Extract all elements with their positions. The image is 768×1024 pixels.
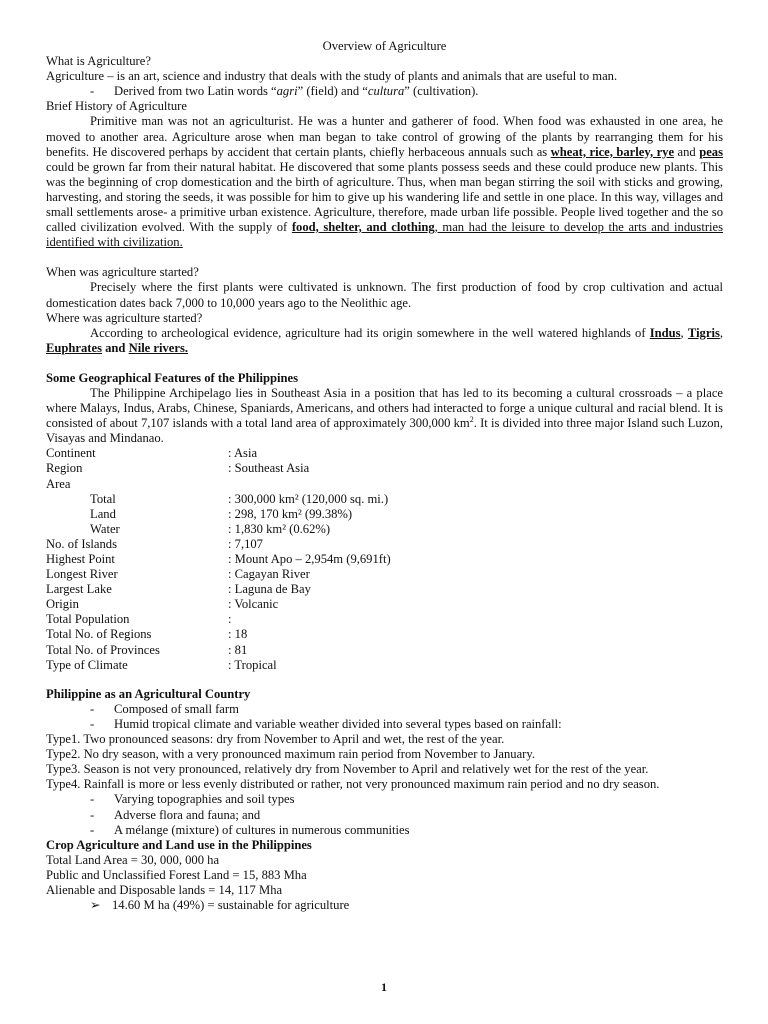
fact-value: : 298, 170 km² (99.38%) <box>228 506 353 521</box>
fact-row <box>46 582 723 597</box>
fact-value: : 7,107 <box>228 536 263 551</box>
fact-row <box>46 597 723 612</box>
fact-value: : Tropical <box>228 657 277 672</box>
climate-type: Type1. Two pronounced seasons: dry from November to April and wet, the rest of the year. <box>46 732 505 747</box>
question-when: When was agriculture started? <box>46 265 199 280</box>
fact-label: Water <box>90 521 120 536</box>
fact-value: : Volcanic <box>228 597 279 612</box>
peas-term: peas <box>699 144 723 159</box>
river-tigris: Tigris <box>687 325 720 340</box>
crops-list: wheat, rice, barley, rye <box>550 144 675 159</box>
brief-history-heading: Brief History of Agriculture <box>46 99 187 114</box>
dash-list-item: - Humid tropical climate and variable weather divided into several types based on rainfall: <box>90 716 562 731</box>
facts-table <box>46 446 723 672</box>
fact-label: Continent <box>46 446 96 461</box>
fact-row <box>46 643 723 658</box>
dash-list-item: - Adverse flora and fauna; and <box>90 807 261 822</box>
fact-row <box>46 537 723 552</box>
dash-list-item: - A mélange (mixture) of cultures in numerous communities <box>90 822 410 837</box>
fact-row <box>46 567 723 582</box>
fact-value: : Mount Apo – 2,954m (9,691ft) <box>228 552 391 566</box>
fact-label: Land <box>90 506 116 521</box>
dash-marker: - <box>90 792 95 807</box>
fact-label: Region <box>46 461 83 476</box>
fact-value: : 1,830 km² (0.62%) <box>228 521 331 536</box>
dash-list-item: - Composed of small farm <box>90 701 239 716</box>
geo-paragraph: The Philippine Archipelago lies in Southeast Asia in a position that has led to its becoming a cultural crossroads – a place where Malays, Indus, Arabs, Chinese, Spaniards, Americans, and others had interacted to forge a unique cultural and racial blend. It is consisted of about 7,107 islands with a total land area of approximately 300,000 $km^2$. It is divided into three major Island such Luzon, Visayas and Mindanao. <box>46 385 723 446</box>
river-euphrates: Euphrates <box>46 340 102 355</box>
fact-label: Total <box>90 491 116 506</box>
arrow-item: ➢ 14.60 M ha (49%) = sustainable for agriculture <box>90 898 350 913</box>
fact-value: : 300,000 km² (120,000 sq. mi.) <box>228 491 389 506</box>
climate-type: Type3. Season is not very pronounced, relatively dry from November to April and relatively wet for the rest of the year. <box>46 762 649 777</box>
fact-row <box>46 658 723 673</box>
fact-value: : Southeast Asia <box>228 461 310 476</box>
land-use-line: Alienable and Disposable lands = 14, 117 Mha <box>46 882 283 897</box>
agri-country-heading: Philippine as an Agricultural Country <box>46 686 251 701</box>
dash-marker: - <box>90 84 95 99</box>
climate-type: Type4. Rainfall is more or less evenly distributed or rather, not very pronounced maximum rain period and no dry season. <box>46 777 660 792</box>
fact-row <box>46 522 723 537</box>
river-indus: Indus <box>649 325 681 340</box>
fact-label: Total No. of Provinces <box>46 642 160 657</box>
fact-row <box>46 627 723 642</box>
land-use-line: Total Land Area = 30, 000, 000 ha <box>46 852 220 867</box>
crop-heading: Crop Agriculture and Land use in the Philippines <box>46 837 312 852</box>
derived-item: - Derived from two Latin words “agri” (field) and “cultura” (cultivation). <box>90 84 479 99</box>
document-page <box>46 39 723 913</box>
dash-marker: - <box>90 822 95 837</box>
dash-marker: - <box>90 807 95 822</box>
fact-value: : Asia <box>228 446 258 461</box>
fact-row <box>46 612 723 627</box>
fact-label: Highest Point <box>46 552 115 566</box>
agri-country-list-b <box>46 792 723 837</box>
document-title: Overview of Agriculture <box>322 39 447 53</box>
dash-marker: - <box>90 701 95 716</box>
geo-heading: Some Geographical Features of the Philippines <box>46 370 298 385</box>
definition-paragraph: Agriculture – is an art, science and industry that deals with the study of plants and animals that are useful to man. <box>46 69 618 84</box>
fact-label: Total Population <box>46 612 130 627</box>
fact-row <box>46 446 723 461</box>
fact-label: No. of Islands <box>46 536 118 551</box>
dash-marker: - <box>90 716 95 731</box>
when-paragraph: Precisely where the first plants were cultivated is unknown. The first production of food by crop cultivation and actual domestication dates back 7,000 to 10,000 years ago to the Neolithic age. <box>46 280 723 310</box>
fact-row <box>46 461 723 476</box>
fact-label: Type of Climate <box>46 657 128 672</box>
fact-row <box>46 507 723 522</box>
river-nile: Nile rivers. <box>128 340 189 355</box>
where-paragraph: According to archeological evidence, agriculture had its origin somewhere in the well watered highlands of Indus, Tigris, Euphrates and Nile rivers. <box>46 325 724 355</box>
history-paragraph: Primitive man was not an agriculturist. He was a hunter and gatherer of food. When food was exhausted in one area, he moved to another area. Agriculture arose when man began to take control of growing of the plants by rearranging them for his benefits. He discovered perhaps by accident that certain plants, chiefly herbaceous annuals such as wheat, rice, barley, rye and peas could be grown far from their natural habitat. He discovered that some plants possess seeds and these could produce new plants. This was the beginning of crop domestication and the birth of agriculture. Thus, when man began stirring the soil with sticks and growing, harvesting, and storing the seeds, it was possible for him to give up his wandering life and settle in one place. In this way, villages and small settlements arose- a primitive urban existence. Agriculture, therefore, made urban life possible. People lived together and the so called civilization evolved. With the supply of food, shelter, and clothing, man had the leisure to develop the arts and industries identified with civilization. <box>46 114 724 250</box>
fact-value: : Cagayan River <box>228 567 310 582</box>
page-number: 1 <box>381 980 387 994</box>
dash-list-item: - Varying topographies and soil types <box>90 792 295 807</box>
fact-value: : Laguna de Bay <box>228 582 311 597</box>
fact-row <box>46 477 723 492</box>
question-where: Where was agriculture started? <box>46 310 203 325</box>
agri-country-list-a <box>46 702 723 732</box>
fact-label: Total No. of Regions <box>46 627 152 642</box>
land-use-list <box>46 853 723 898</box>
fact-label: Origin <box>46 597 79 612</box>
fact-label: Largest Lake <box>46 582 112 597</box>
fact-value: : 81 <box>228 642 248 657</box>
needs-list: food, shelter, and clothing <box>291 220 435 235</box>
fact-label: Area <box>46 476 71 491</box>
climate-type: Type2. No dry season, with a very pronounced maximum rain period from November to January. <box>46 747 535 762</box>
climate-types-list <box>46 732 723 792</box>
fact-row <box>46 492 723 507</box>
fact-value: : 18 <box>228 627 248 642</box>
fact-value: : <box>228 612 232 627</box>
fact-row <box>46 552 723 567</box>
land-use-line: Public and Unclassified Forest Land = 15, 883 Mha <box>46 867 307 882</box>
fact-label: Longest River <box>46 567 118 582</box>
arrow-bullet-icon: ➢ <box>90 898 101 913</box>
question-what: What is Agriculture? <box>46 54 151 69</box>
